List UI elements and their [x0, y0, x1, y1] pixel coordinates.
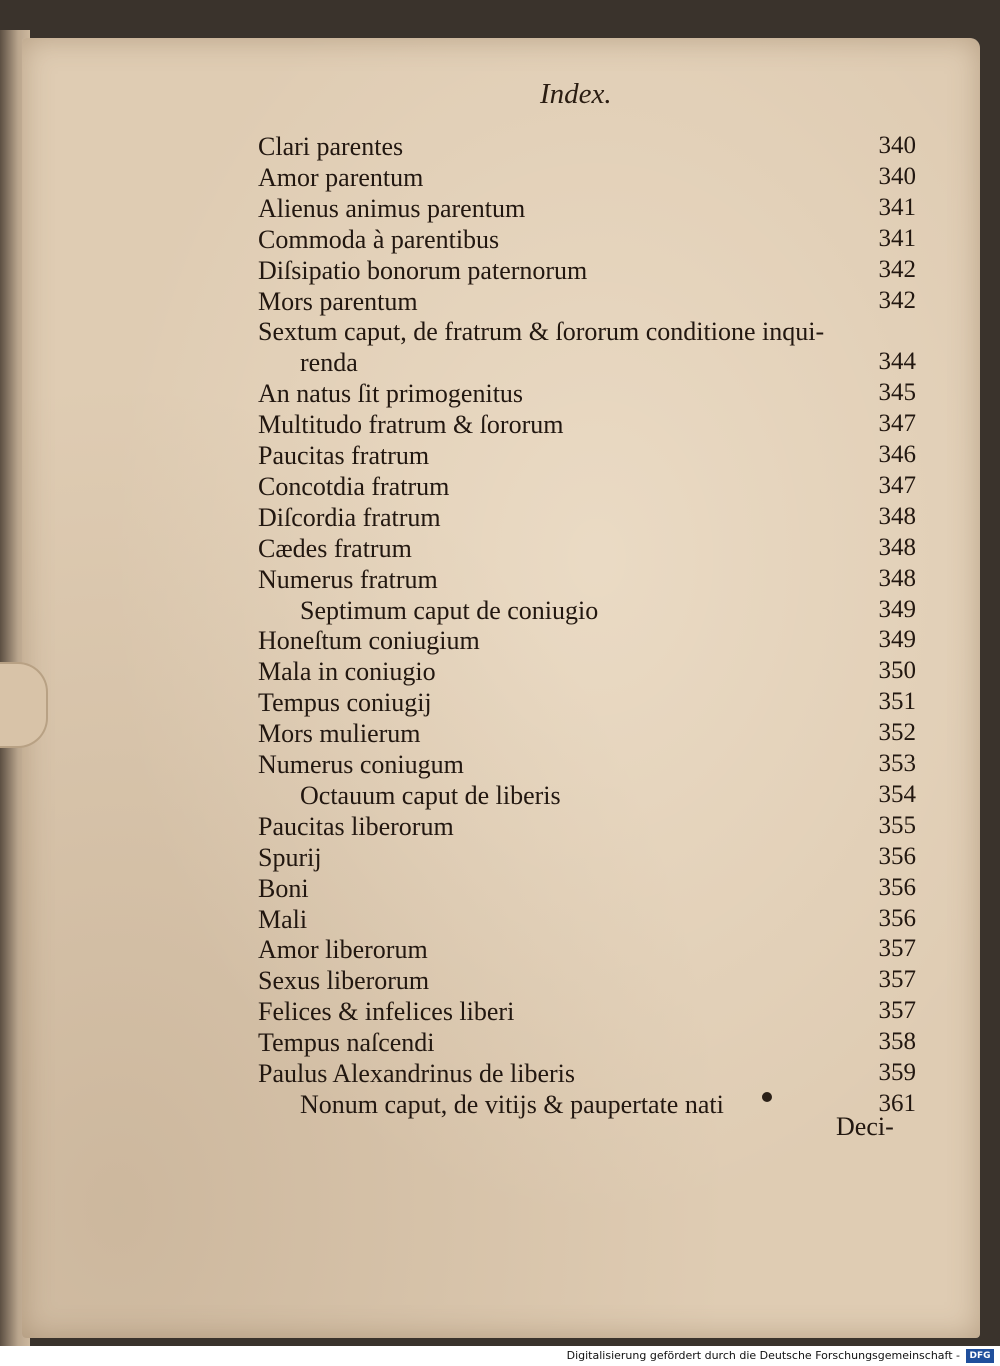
entry-label: Cædes fratrum: [258, 534, 412, 563]
entry-label: Boni: [258, 874, 309, 903]
entry-page-number: 346: [878, 441, 916, 468]
entry-label: Concotdia fratrum: [258, 472, 450, 501]
entry-page-number: 361: [878, 1090, 916, 1117]
index-entry: [258, 472, 916, 504]
entry-label: Sexus liberorum: [258, 966, 430, 995]
entry-page-number: 340: [878, 163, 916, 190]
footer-text: Digitalisierung gefördert durch die Deutsche Forschungsgemeinschaft -: [566, 1349, 960, 1362]
index-entry: [258, 905, 916, 937]
index-entry: [258, 225, 916, 257]
entry-page-number: 351: [878, 688, 916, 715]
entry-label: Mors parentum: [258, 287, 418, 316]
entry-page-number: 356: [878, 905, 916, 932]
index-entry: [258, 379, 916, 411]
entry-label: Diſsipatio bonorum paternorum: [258, 256, 588, 285]
entry-label: An natus ſit primogenitus: [258, 379, 524, 408]
entry-page-number: 347: [878, 410, 916, 437]
index-entry: [258, 750, 916, 782]
index-entry: [258, 348, 916, 380]
entry-page-number: 348: [878, 565, 916, 592]
entry-page-number: 342: [878, 287, 916, 314]
entry-label: Sextum caput, de fratrum & ſororum conditione inqui-: [258, 317, 825, 346]
index-entry: [258, 843, 916, 875]
entry-page-number: 352: [878, 719, 916, 746]
index-entry: [258, 441, 916, 473]
index-entry: [258, 410, 916, 442]
entry-label: Spurij: [258, 843, 322, 872]
index-entry: [258, 1028, 916, 1060]
entry-label: Mors mulierum: [258, 719, 421, 748]
index-entry: [258, 997, 916, 1029]
entry-page-number: 347: [878, 472, 916, 499]
entry-label: Felices & infelices liberi: [258, 997, 515, 1026]
entry-label: Tempus naſcendi: [258, 1028, 435, 1057]
index-entry: [258, 781, 916, 813]
entry-page-number: 340: [878, 132, 916, 159]
index-entry: [258, 194, 916, 226]
index-entry: [258, 132, 916, 164]
entry-page-number: 356: [878, 843, 916, 870]
entry-label: Septimum caput de coniugio: [300, 596, 599, 625]
entry-label: Diſcordia fratrum: [258, 503, 441, 532]
index-entry: [258, 626, 916, 658]
index-entry: [258, 812, 916, 844]
entry-page-number: 357: [878, 997, 916, 1024]
entry-label: Clari parentes: [258, 132, 404, 161]
entry-label: Multitudo fratrum & ſororum: [258, 410, 564, 439]
entry-page-number: 358: [878, 1028, 916, 1055]
entry-label: Honeſtum coniugium: [258, 626, 480, 655]
entry-page-number: 355: [878, 812, 916, 839]
entry-page-number: 353: [878, 750, 916, 777]
entry-label: Paulus Alexandrinus de liberis: [258, 1059, 576, 1088]
entry-label: Numerus coniugum: [258, 750, 464, 779]
entry-page-number: 348: [878, 503, 916, 530]
footer-bar: [0, 1346, 1000, 1366]
entry-label: Nonum caput, de vitijs & paupertate nati: [300, 1090, 724, 1119]
index-entry: [258, 657, 916, 689]
index-entry: [258, 163, 916, 195]
index-entry: [258, 503, 916, 535]
entry-label: Tempus coniugij: [258, 688, 432, 717]
entry-page-number: 349: [878, 626, 916, 653]
index-entry: [258, 1059, 916, 1091]
index-entry: [258, 565, 916, 597]
entry-label: Mala in coniugio: [258, 657, 436, 686]
entry-page-number: 348: [878, 534, 916, 561]
entry-page-number: 359: [878, 1059, 916, 1086]
entry-page-number: 356: [878, 874, 916, 901]
entry-label: Amor liberorum: [258, 935, 428, 964]
index-entry: [258, 596, 916, 628]
entry-label: Amor parentum: [258, 163, 424, 192]
entry-page-number: 357: [878, 966, 916, 993]
entry-label: Paucitas liberorum: [258, 812, 454, 841]
index-entry: [258, 1090, 916, 1122]
catchword: Deci-: [836, 1112, 894, 1141]
entry-label: Numerus fratrum: [258, 565, 438, 594]
entry-page-number: 357: [878, 935, 916, 962]
dfg-logo: DFG: [966, 1349, 994, 1363]
index-entry: [258, 317, 916, 349]
entry-page-number: 342: [878, 256, 916, 283]
index-entry: [258, 966, 916, 998]
entry-page-number: 344: [878, 348, 916, 375]
entry-label: Mali: [258, 905, 308, 934]
entry-page-number: 341: [878, 194, 916, 221]
index-entry: [258, 719, 916, 751]
index-entry: [258, 874, 916, 906]
entry-label: Octauum caput de liberis: [300, 781, 561, 810]
index-entry: [258, 534, 916, 566]
entry-page-number: 341: [878, 225, 916, 252]
page-tab: [0, 662, 48, 748]
entry-page-number: 354: [878, 781, 916, 808]
index-entry: [258, 688, 916, 720]
entry-page-number: 345: [878, 379, 916, 406]
entry-label: Paucitas fratrum: [258, 441, 430, 470]
entry-label: Commoda à parentibus: [258, 225, 500, 254]
entry-page-number: 349: [878, 596, 916, 623]
entry-label: Alienus animus parentum: [258, 194, 526, 223]
index-entry: [258, 935, 916, 967]
entry-label: renda: [300, 348, 358, 377]
index-entry: [258, 287, 916, 319]
index-entry: [258, 256, 916, 288]
page-header: Index.: [540, 78, 612, 110]
entry-page-number: 350: [878, 657, 916, 684]
